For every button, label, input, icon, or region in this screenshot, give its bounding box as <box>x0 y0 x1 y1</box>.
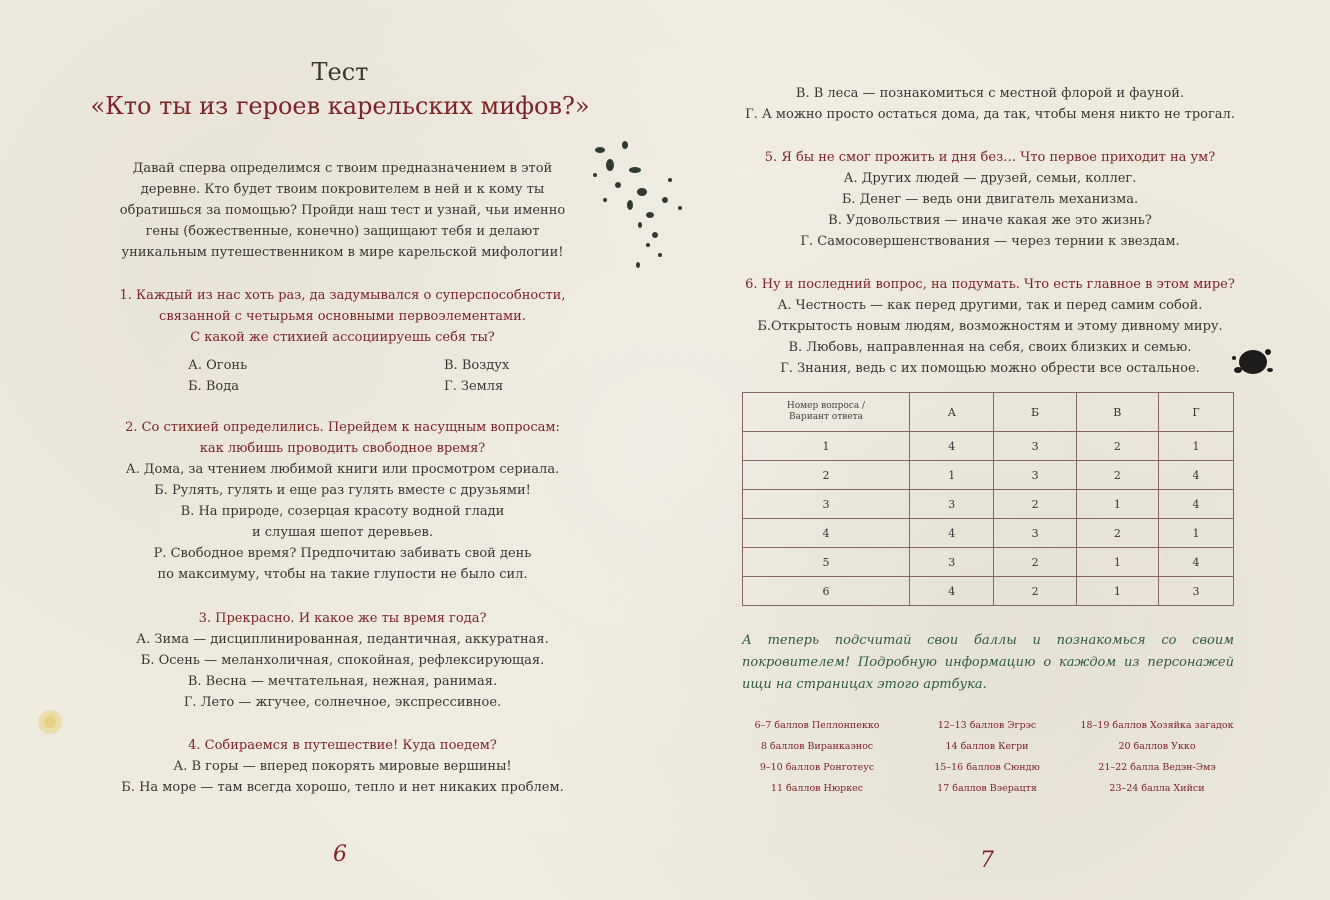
result-entry: 15–16 баллов Сюндю <box>934 762 1040 773</box>
score-cell: 2 <box>994 548 1076 577</box>
results-column <box>912 715 1062 799</box>
score-cell: 3 <box>994 432 1076 461</box>
answer-option: Б. На море — там всегда хорошо, тепло и нет никаких проблем. <box>121 780 564 795</box>
answer-option: В. В леса — познакомиться с местной флорой и фауной. <box>795 86 1185 101</box>
table-row <box>743 577 1234 606</box>
row-number: 1 <box>743 432 910 461</box>
table-row <box>743 548 1234 577</box>
question-text: 1. Каждый из нас хоть раз, да задумывался о суперспособности, <box>119 288 566 303</box>
question-text: связанной с четырьмя основными первоэлементами. <box>159 309 526 324</box>
outro-paragraph: А теперь подсчитай свои баллы и познакомься со своим покровителем! Подробную информацию о каждом из персонажей ищи на страницах этого артбука. <box>742 633 1234 692</box>
header-line: Номер вопроса / <box>786 401 866 411</box>
question-text: 5. Я бы не смог прожить и дня без… Что первое приходит на ум? <box>764 150 1216 165</box>
question-text: 3. Прекрасно. И какое же ты время года? <box>198 611 487 626</box>
row-number: 3 <box>743 490 910 519</box>
result-entry: 12–13 баллов Эгрэс <box>937 720 1037 731</box>
answer-option: и слушая шепот деревьев. <box>251 525 433 540</box>
score-cell: 2 <box>994 577 1076 606</box>
answer-option: А. Огонь <box>188 358 248 373</box>
row-number: 4 <box>743 519 910 548</box>
result-entry: 20 баллов Укко <box>1118 741 1196 752</box>
intro-line: гены (божественные, конечно) защищают тебя и делают <box>145 224 540 239</box>
question-3 <box>100 608 585 713</box>
score-cell: 1 <box>1076 490 1158 519</box>
answer-option: В. Любовь, направленная на себя, своих близких и семью. <box>788 340 1192 355</box>
question-4 <box>100 735 585 798</box>
page-number-left: 6 <box>333 842 347 867</box>
question-6 <box>730 274 1250 379</box>
answer-option: Б. Рулять, гулять и еще раз гулять вместе с друзьями! <box>154 483 531 498</box>
score-cell: 4 <box>910 519 994 548</box>
answer-option: А. Честность — как перед другими, так и перед самим собой. <box>777 298 1203 313</box>
header-col: А <box>910 393 994 432</box>
question-text: 2. Со стихией определились. Перейдем к насущным вопросам: <box>125 420 560 435</box>
score-cell: 2 <box>1076 432 1158 461</box>
score-cell: 4 <box>1158 490 1233 519</box>
score-cell: 3 <box>910 490 994 519</box>
answer-option: А. В горы — вперед покорять мировые вершины! <box>173 759 512 774</box>
answer-option: Г. Знания, ведь с их помощью можно обрести все остальное. <box>780 361 1200 376</box>
question-1 <box>100 285 585 348</box>
score-cell: 1 <box>910 461 994 490</box>
intro-line: деревне. Кто будет твоим покровителем в ней и к кому ты <box>140 182 545 197</box>
score-table-header <box>743 393 1234 432</box>
test-title: «Кто ты из героев карельских мифов?» <box>90 92 590 120</box>
score-cell: 4 <box>910 432 994 461</box>
result-entry: 14 баллов Кегри <box>945 741 1029 752</box>
result-entry: 23–24 балла Хийси <box>1109 783 1205 794</box>
score-cell: 3 <box>994 461 1076 490</box>
intro-line: обратишься за помощью? Пройди наш тест и узнай, чьи именно <box>119 203 566 218</box>
page-number-right: 7 <box>980 848 994 873</box>
question-5 <box>730 147 1250 252</box>
result-entry: 17 баллов Вэерацтя <box>937 783 1037 794</box>
answer-option: В. Весна — мечтательная, нежная, ранимая. <box>187 674 498 689</box>
question-text: С какой же стихией ассоциируешь себя ты? <box>190 330 495 345</box>
answer-option: Г. Земля <box>444 379 504 394</box>
answer-option: В. Воздух <box>444 358 510 373</box>
table-row <box>743 432 1234 461</box>
score-cell: 1 <box>1076 548 1158 577</box>
score-cell: 4 <box>1158 461 1233 490</box>
score-cell: 4 <box>910 577 994 606</box>
header-col: В <box>1076 393 1158 432</box>
header-question-answer <box>743 393 910 432</box>
row-number: 6 <box>743 577 910 606</box>
question-4-continued <box>730 83 1250 125</box>
answer-option: В. Удовольствия — иначе какая же это жизнь? <box>828 213 1152 228</box>
row-number: 2 <box>743 461 910 490</box>
score-cell: 4 <box>1158 548 1233 577</box>
answer-option: Б. Денег — ведь они двигатель механизма. <box>841 192 1139 207</box>
answer-option: Б. Вода <box>188 379 239 394</box>
answer-option: Г. Самосовершенствования — через тернии к звездам. <box>800 234 1180 249</box>
question-text: 4. Собираемся в путешествие! Куда поедем? <box>188 738 497 753</box>
table-row <box>743 519 1234 548</box>
question-text: 6. Ну и последний вопрос, на подумать. Что есть главное в этом мире? <box>745 277 1235 292</box>
answer-option: Б.Открытость новым людям, возможностям и этому дивному миру. <box>757 319 1223 334</box>
result-entry: 18–19 баллов Хозяйка загадок <box>1080 720 1234 731</box>
results-column <box>742 715 892 799</box>
intro-line: Давай сперва определимся с твоим предназначением в этой <box>132 161 553 176</box>
intro-paragraph <box>100 158 585 263</box>
result-entry: 6–7 баллов Пеллонпекко <box>754 720 880 731</box>
results-column <box>1072 715 1242 799</box>
result-entry: 21–22 балла Ведэн-Эмэ <box>1098 762 1216 773</box>
answer-option: Г. А можно просто остаться дома, да так, чтобы меня никто не трогал. <box>745 107 1235 122</box>
table-row <box>743 461 1234 490</box>
answer-option: Г. Лето — жгучее, солнечное, экспрессивное. <box>183 695 502 710</box>
score-cell: 1 <box>1158 519 1233 548</box>
header-line: Вариант ответа <box>788 412 864 422</box>
answer-option: Р. Свободное время? Предпочитаю забивать свой день <box>153 546 532 561</box>
result-entry: 8 баллов Виранкаэнос <box>760 741 874 752</box>
header-col: Б <box>994 393 1076 432</box>
score-cell: 3 <box>1158 577 1233 606</box>
table-row <box>743 490 1234 519</box>
answer-option: А. Дома, за чтением любимой книги или просмотром сериала. <box>125 462 560 477</box>
answer-option: А. Зима — дисциплинированная, педантичная, аккуратная. <box>136 632 549 647</box>
intro-line: уникальным путешественником в мире карельской мифологии! <box>121 245 564 260</box>
answer-option: В. На природе, созерцая красоту водной глади <box>180 504 505 519</box>
test-heading: Тест <box>311 58 369 86</box>
score-cell: 2 <box>994 490 1076 519</box>
answer-option: А. Других людей — друзей, семьи, коллег. <box>843 171 1137 186</box>
score-cell: 3 <box>994 519 1076 548</box>
result-entry: 11 баллов Нюркес <box>770 783 864 794</box>
score-cell: 2 <box>1076 461 1158 490</box>
row-number: 5 <box>743 548 910 577</box>
result-entry: 9–10 баллов Ронготеус <box>759 762 875 773</box>
score-cell: 1 <box>1076 577 1158 606</box>
score-cell: 1 <box>1158 432 1233 461</box>
score-cell: 2 <box>1076 519 1158 548</box>
question-2 <box>100 417 585 585</box>
score-table <box>742 392 1234 606</box>
answer-option: по максимуму, чтобы на такие глупости не было сил. <box>157 567 528 582</box>
question-text: как любишь проводить свободное время? <box>199 441 486 456</box>
header-col: Г <box>1158 393 1233 432</box>
answer-option: Б. Осень — меланхоличная, спокойная, рефлексирующая. <box>140 653 545 668</box>
score-cell: 3 <box>910 548 994 577</box>
